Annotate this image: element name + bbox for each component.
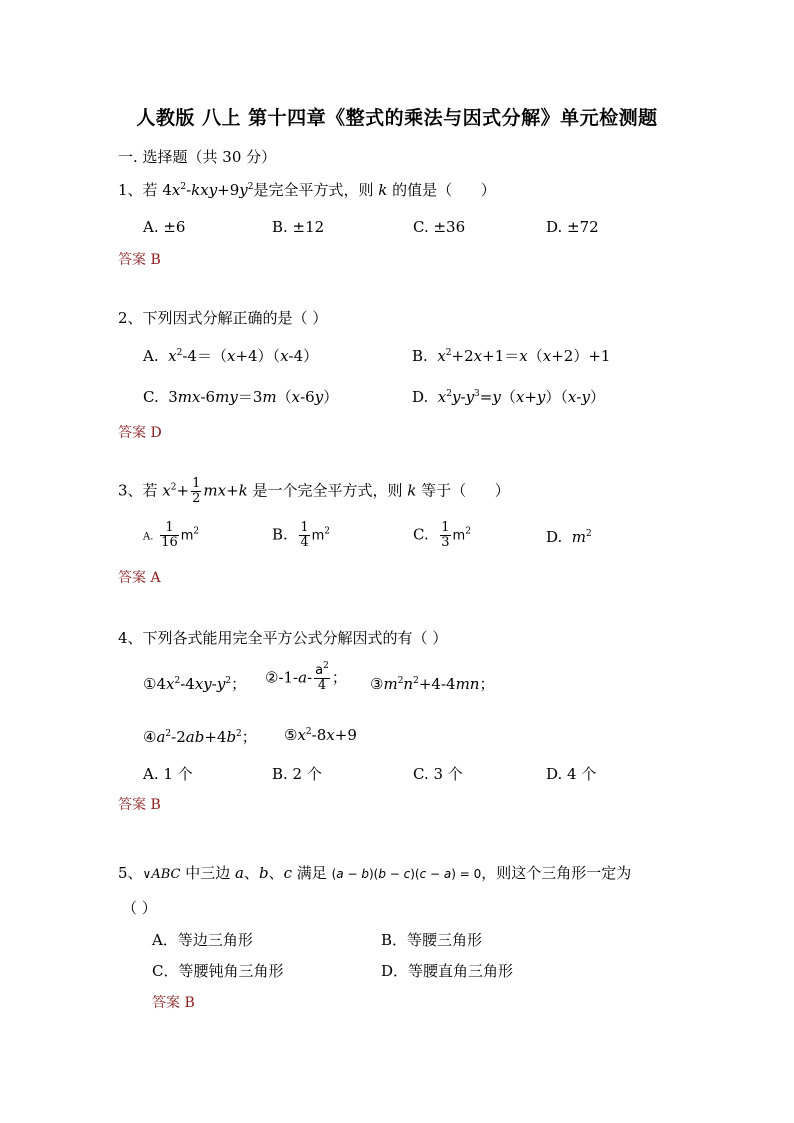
- fraction-one-half: $\frac{1}{2}$: [192, 476, 201, 506]
- question-1-option-a: A. ±6: [143, 218, 186, 236]
- question-1-stem: 1、若 $4x^2-kxy+9y^2$是完全平方式，则 k 的值是（ ）: [118, 181, 496, 199]
- section-heading: 一. 选择题（共 30 分）: [118, 148, 277, 166]
- question-5-option-c: C．等腰钝角三角形: [152, 962, 284, 980]
- question-3-stem: 3、若 $x^2+$ $\frac{1}{2}$ mx+k 是一个完全平方式，则 k 等于（ ）: [118, 476, 510, 506]
- question-4-item-2: ②-1-a- $\frac{a^2}{4}$ ；: [265, 661, 347, 693]
- question-2-stem: 2、下列因式分解正确的是（ ）: [118, 309, 328, 327]
- question-4-item-4: $④a^2-2ab+4b^2$；: [143, 728, 257, 746]
- question-4-stem: 4、下列各式能用完全平方公式分解因式的有（ ）: [118, 629, 448, 647]
- question-5-stem: 5、∨ABC 中三边 a、b、c 满足 (a − b)(b − c)(c − a) = 0，则这个三角形一定为: [118, 864, 632, 882]
- question-3-option-b: B. $\frac{1}{4}$ $m^2$: [272, 520, 331, 550]
- question-4-item-5: $⑤x^2-8x+9$: [284, 726, 357, 744]
- question-4-item-1: $①4x^2-4xy-y^2$；: [143, 675, 247, 693]
- question-5-option-d: D．等腰直角三角形: [381, 962, 514, 980]
- question-2-option-d: D. $x^2y-y^3=y(x+y)(x-y)$: [412, 388, 605, 406]
- question-2-option-a: A. $x^2-4=(x+4)(x-4)$: [143, 347, 319, 365]
- question-1-option-b: B. ±12: [272, 218, 325, 236]
- page-title: 人教版 八上 第十四章《整式的乘法与因式分解》单元检测题: [136, 107, 658, 129]
- question-5-answer: 答案 B: [152, 995, 195, 1011]
- question-3-option-d: D. $m^2$: [546, 528, 592, 546]
- question-3-option-c: C. $\frac{1}{3}$ $m^2$: [413, 520, 471, 550]
- question-5-option-a: A．等边三角形: [152, 931, 253, 949]
- question-4-option-b: B. 2 个: [272, 765, 322, 783]
- question-2-answer: 答案 D: [118, 425, 162, 441]
- question-2-option-c: C. 3mx-6my＝3m（x-6y）: [143, 388, 339, 406]
- question-4-answer: 答案 B: [118, 797, 161, 813]
- question-5-paren: （ ）: [122, 899, 157, 917]
- question-3-option-a: A. $\frac{1}{16}$ $m^2$: [143, 520, 200, 550]
- question-1-option-c: C. ±36: [413, 218, 466, 236]
- question-1-answer: 答案 B: [118, 252, 161, 268]
- question-4-option-a: A. 1 个: [143, 765, 193, 783]
- question-4-item-3: $③m^2n^2+4-4mn$；: [370, 675, 495, 693]
- question-2-option-b: B. $x^2+2x+1=x(x+2)+1$: [412, 347, 611, 365]
- question-5-option-b: B．等腰三角形: [381, 931, 483, 949]
- question-4-option-c: C. 3 个: [413, 765, 463, 783]
- question-3-answer: 答案 A: [118, 570, 161, 586]
- question-1-option-d: D. ±72: [546, 218, 599, 236]
- question-4-option-d: D. 4 个: [546, 765, 597, 783]
